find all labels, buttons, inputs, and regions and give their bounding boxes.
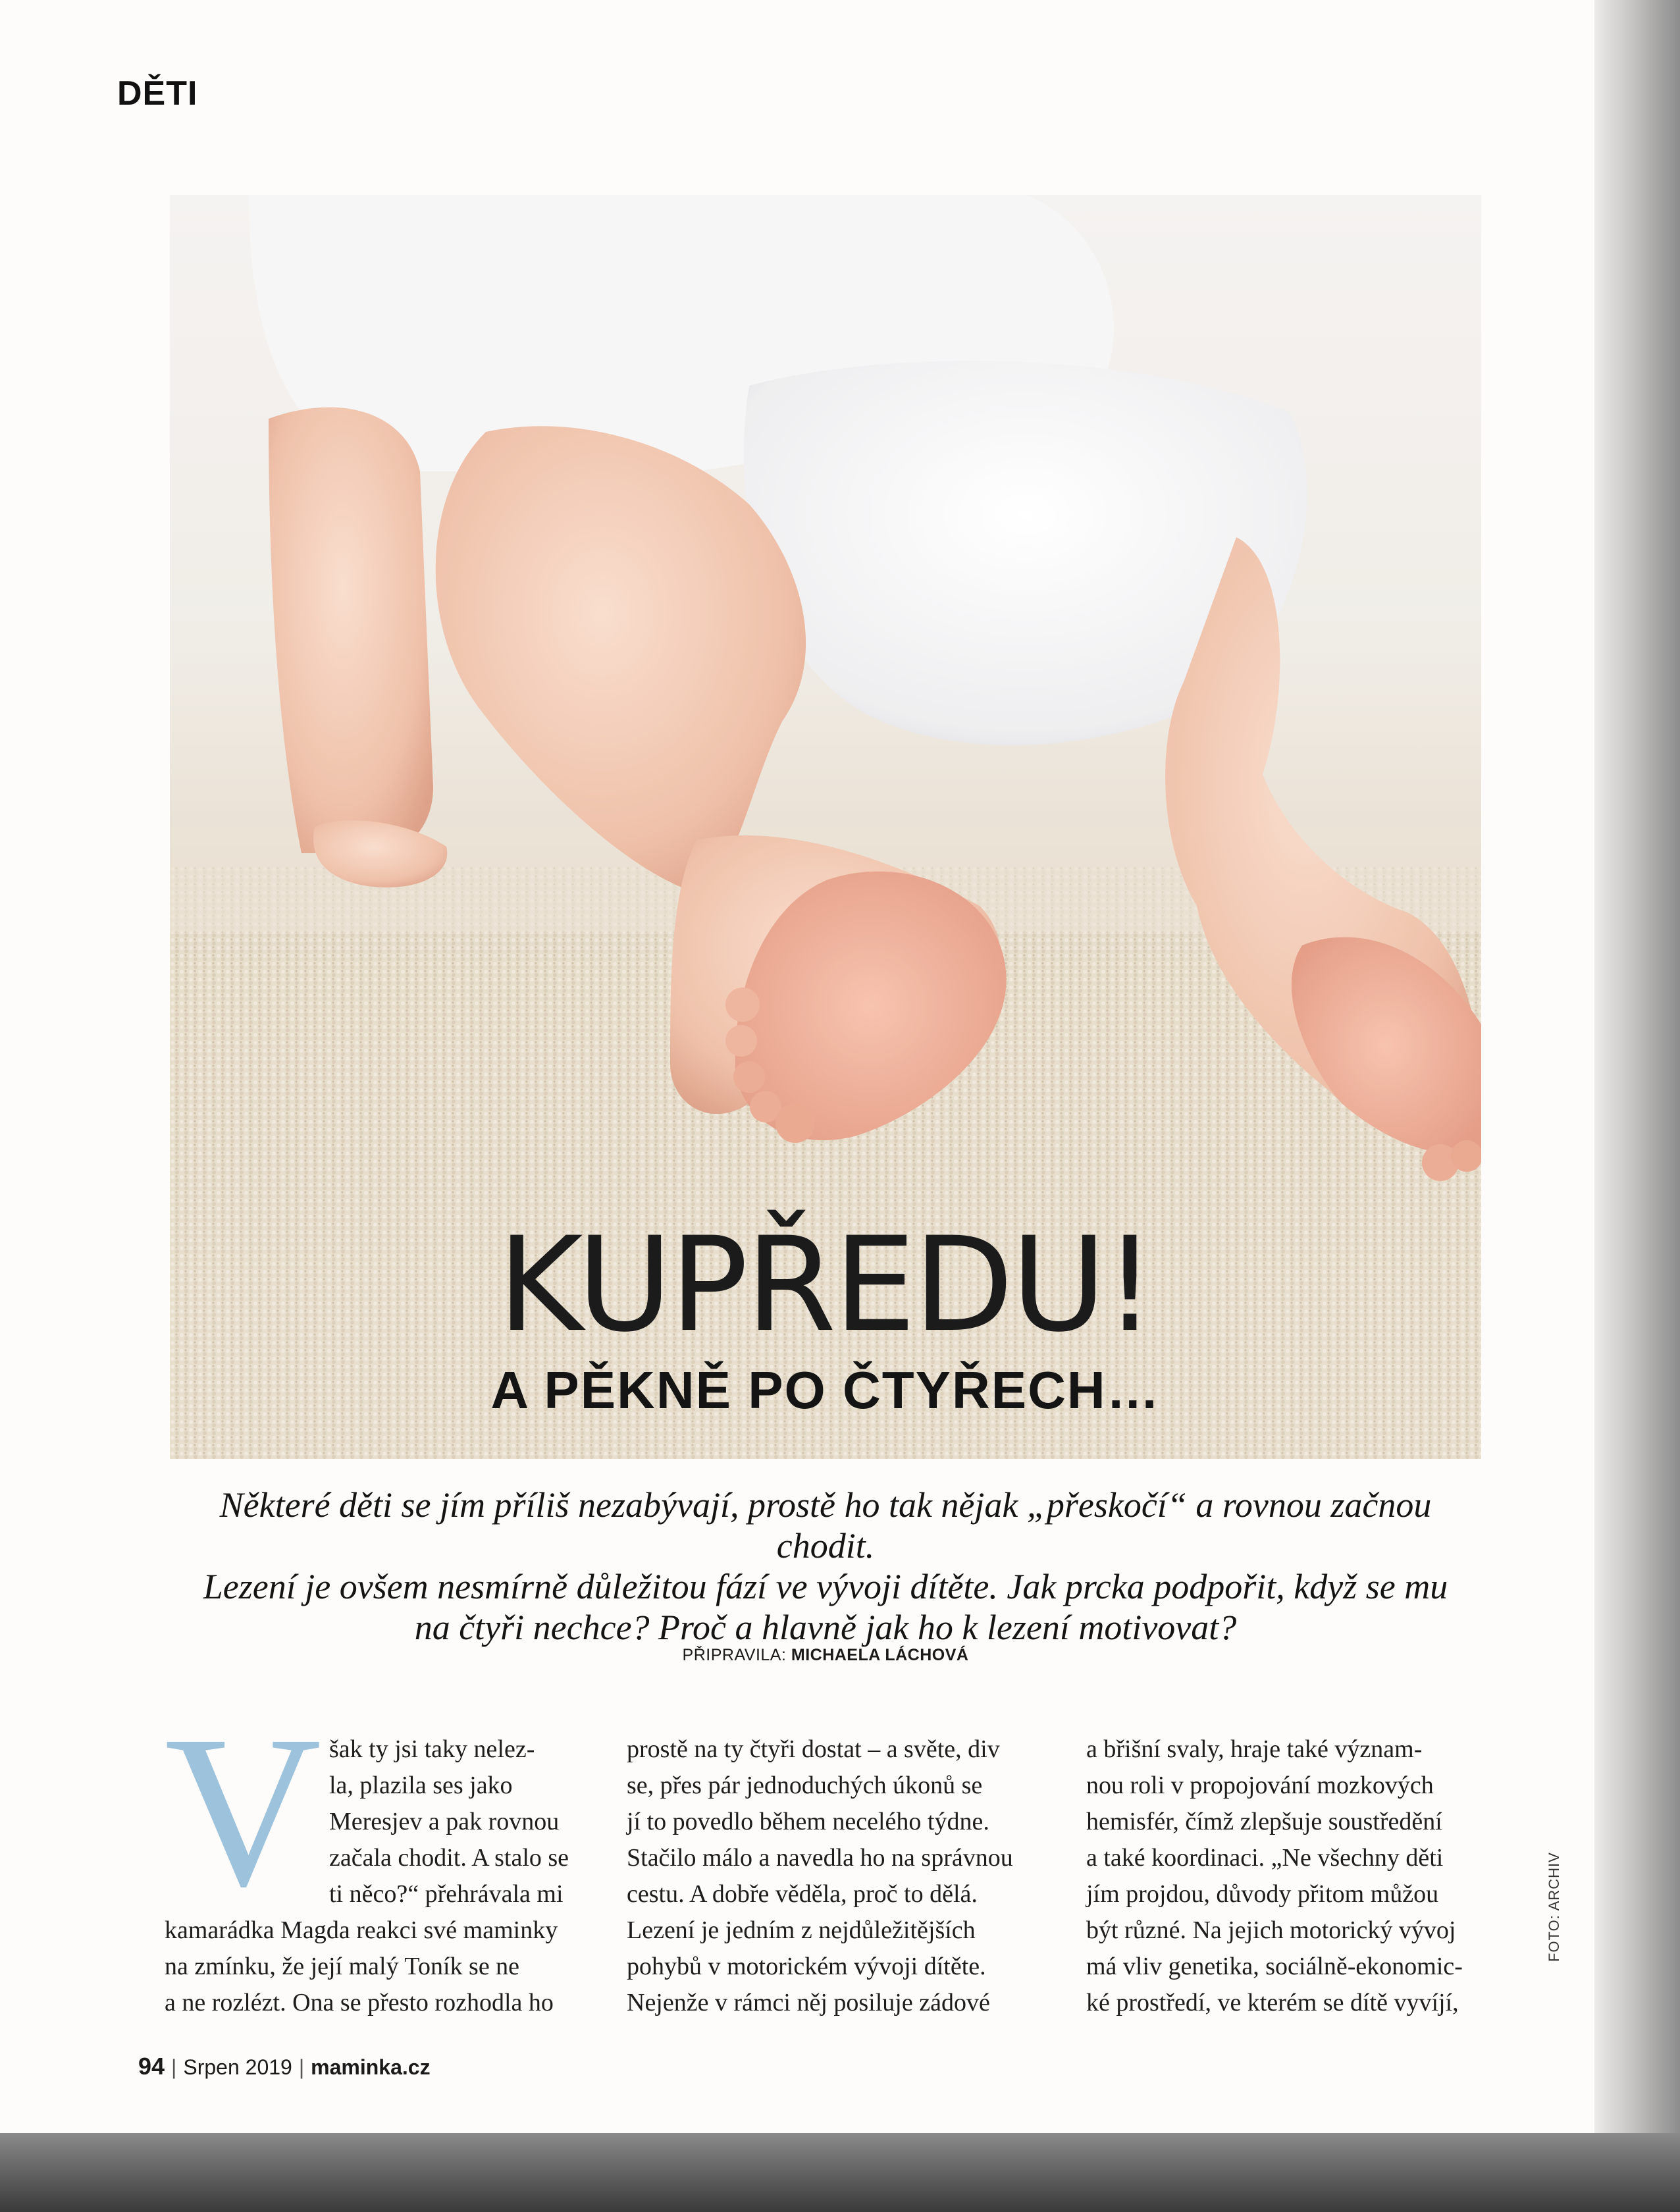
lead-line: Lezení je ovšem nesmírně důležitou fází ve vývoji dítěte. Jak prcka podpořit, když se mu <box>203 1567 1448 1606</box>
body-line: šak ty jsi taky nelez- <box>329 1735 535 1763</box>
body-line: začala chodit. A stalo se <box>329 1844 569 1872</box>
issue-date: Srpen 2019 <box>183 2055 292 2079</box>
body-line: na zmínku, že její malý Toník se ne <box>165 1953 520 1980</box>
body-line: Nejenže v rámci něj posiluje zádové <box>627 1989 990 2016</box>
body-line: se, přes pár jednoduchých úkonů se <box>627 1772 983 1799</box>
scan-gutter-shadow <box>1594 0 1680 2212</box>
byline <box>170 1646 1481 1665</box>
drop-cap: V <box>165 1691 322 1932</box>
headline: KUPŘEDU! <box>497 1209 1154 1361</box>
section-label: DĚTI <box>117 74 198 113</box>
hero-photo <box>170 195 1481 1459</box>
body-line: Stačilo málo a navedla ho na správnou <box>627 1844 1013 1872</box>
photo-credit: FOTO: ARCHIV <box>1546 1852 1562 1962</box>
body-line: prostě na ty čtyři dostat – a světe, div <box>627 1735 1000 1763</box>
body-line: jí to povedlo během necelého týdne. <box>627 1808 989 1835</box>
body-line: la, plazila ses jako <box>329 1772 513 1799</box>
body-line: ti něco?“ přehrávala mi <box>329 1880 564 1908</box>
site-name: maminka.cz <box>311 2055 431 2079</box>
body-line: hemisfér, čímž zlepšuje soustředění <box>1086 1808 1442 1835</box>
body-line: a břišní svaly, hraje také význam- <box>1086 1735 1423 1763</box>
body-line: kamarádka Magda reakci své maminky <box>165 1916 558 1944</box>
page-number: 94 <box>138 2053 165 2080</box>
lead-line: Některé děti se jím příliš nezabývají, prostě ho tak nějak „přeskočí“ a rovnou začnou chodit. <box>219 1485 1432 1566</box>
subheadline: A PĚKNĚ PO ČTYŘECH… <box>490 1361 1161 1419</box>
body-line: Meresjev a pak rovnou <box>329 1808 560 1835</box>
body-line: a také koordinaci. „Ne všechny děti <box>1086 1844 1444 1872</box>
body-line: nou roli v propojování mozkových <box>1086 1772 1434 1799</box>
body-line: ké prostředí, ve kterém se dítě vyvíjí, <box>1086 1989 1459 2016</box>
body-column-1 <box>165 1731 569 2021</box>
footer-separator: | <box>298 2055 305 2079</box>
body-column-3 <box>1086 1731 1468 2021</box>
body-line: a ne rozlézt. Ona se přesto rozhodla ho <box>165 1989 554 2016</box>
body-column-2 <box>627 1731 1013 2021</box>
scan-bottom-shadow <box>0 2133 1680 2212</box>
page-footer <box>138 2053 431 2080</box>
byline-label: PŘIPRAVILA: <box>682 1646 787 1664</box>
body-line: má vliv genetika, sociálně-ekonomic- <box>1086 1953 1463 1980</box>
body-line: Lezení je jedním z nejdůležitějších <box>627 1916 976 1944</box>
byline-author: MICHAELA LÁCHOVÁ <box>791 1646 969 1664</box>
body-line: pohybů v motorickém vývoji dítěte. <box>627 1953 986 1980</box>
footer-separator: | <box>171 2055 177 2079</box>
body-line: cestu. A dobře věděla, proč to dělá. <box>627 1880 978 1908</box>
lead-line: na čtyři nechce? Proč a hlavně jak ho k lezení motivovat? <box>414 1608 1237 1647</box>
lead-paragraph <box>170 1485 1481 1648</box>
body-line: jím projdou, důvody přitom můžou <box>1086 1880 1439 1908</box>
body-line: být různé. Na jejich motorický vývoj <box>1086 1916 1456 1944</box>
